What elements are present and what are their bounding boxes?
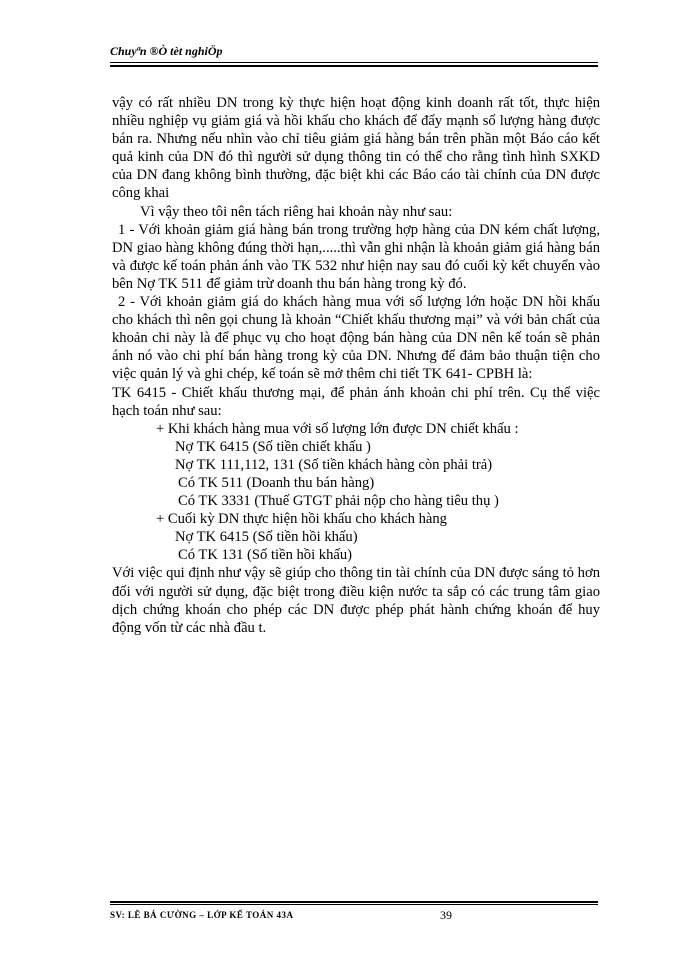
- paragraph-continuation: vậy có rất nhiều DN trong kỳ thực hiện hoạt động kinh doanh rất tốt, thực hiện nhiều nghiệp vụ giảm giá và hồi khấu cho khách để đẩy mạnh số lượng hàng được bán ra. Nhưng nếu nhìn vào chỉ tiêu giảm giá hàng bán trên phần một Báo cáo kết quả kinh của DN đó thì người sử dụng thông tin có thể cho rằng tình hình SXKD của DN đang không bình thường, đặc biệt khi các Báo cáo tài chính của DN được công khai: [112, 95, 600, 202]
- footer-rule-thick: [110, 901, 598, 903]
- entry-heading: + Khi khách hàng mua với số lượng lớn được DN chiết khấu :: [156, 420, 519, 437]
- footer-rule: [110, 904, 598, 905]
- entry-credit: Có TK 131 (Số tiền hồi khấu): [178, 547, 353, 564]
- header-rule: [110, 62, 598, 63]
- document-body: [112, 94, 600, 637]
- header-rule-thick: [110, 65, 598, 67]
- paragraph-point-2: 2 - Với khoản giảm giá do khách hàng mua với số lượng lớn hoặc DN hồi khấu cho khách thì nên gọi chung là khoản “Chiết khấu thương mại” và với bản chất của khoản chi này là để phục vụ cho hoạt động bán hàng của DN nên kế toán sẽ phản ánh nó vào chi phí bán hàng trong kỳ của DN. Nhưng để đảm bảo thuận tiện cho việc quản lý và ghi chép, kế toán sẽ mở thêm chi tiết TK 641- CPBH là:: [112, 294, 600, 383]
- entry-debit: Nợ TK 6415 (Số tiền hồi khấu): [175, 529, 358, 546]
- page-number: 39: [440, 908, 452, 922]
- footer-author: SV: LÊ BÁ CƯỜNG – LỚP KẾ TOÁN 43A: [110, 910, 294, 920]
- paragraph-intro: Vì vậy theo tôi nên tách riêng hai khoản này như sau:: [140, 203, 453, 220]
- paragraph-account: TK 6415 - Chiết khấu thương mại, để phản ánh khoản chi phí trên. Cụ thể việc hạch toán như sau:: [112, 384, 600, 419]
- page-header-title: Chuyªn ®Ò tèt nghiÖp: [110, 44, 223, 58]
- paragraph-point-1: 1 - Với khoản giảm giá hàng bán trong trường hợp hàng của DN kém chất lượng, DN giao hàng không đúng thời hạn,.....thì vẫn ghi nhận là khoản giảm giá hàng bán và được kế toán phản ánh vào TK 532 như hiện nay sau đó cuối kỳ kết chuyển vào bên Nợ TK 511 để giảm trừ doanh thu bán hàng trong kỳ đó.: [112, 221, 600, 292]
- journal-entries: [112, 420, 600, 565]
- entry-debit: Nợ TK 6415 (Số tiền chiết khấu ): [175, 438, 371, 455]
- entry-debit: Nợ TK 111,112, 131 (Số tiền khách hàng còn phải trả): [175, 456, 493, 473]
- entry-heading: + Cuối kỳ DN thực hiện hồi khấu cho khách hàng: [156, 511, 447, 528]
- entry-credit: Có TK 3331 (Thuế GTGT phải nộp cho hàng tiêu thụ ): [178, 493, 499, 510]
- entry-credit: Có TK 511 (Doanh thu bán hàng): [178, 474, 375, 491]
- paragraph-closing: Với việc qui định như vậy sẽ giúp cho thông tin tài chính của DN được sáng tỏ hơn đối với người sử dụng, đặc biệt trong điều kiện nước ta sắp có các trung tâm giao dịch chứng khoán cho phép các DN được phép phát hành chứng khoán để huy động vốn từ các nhà đầu t.: [112, 565, 600, 636]
